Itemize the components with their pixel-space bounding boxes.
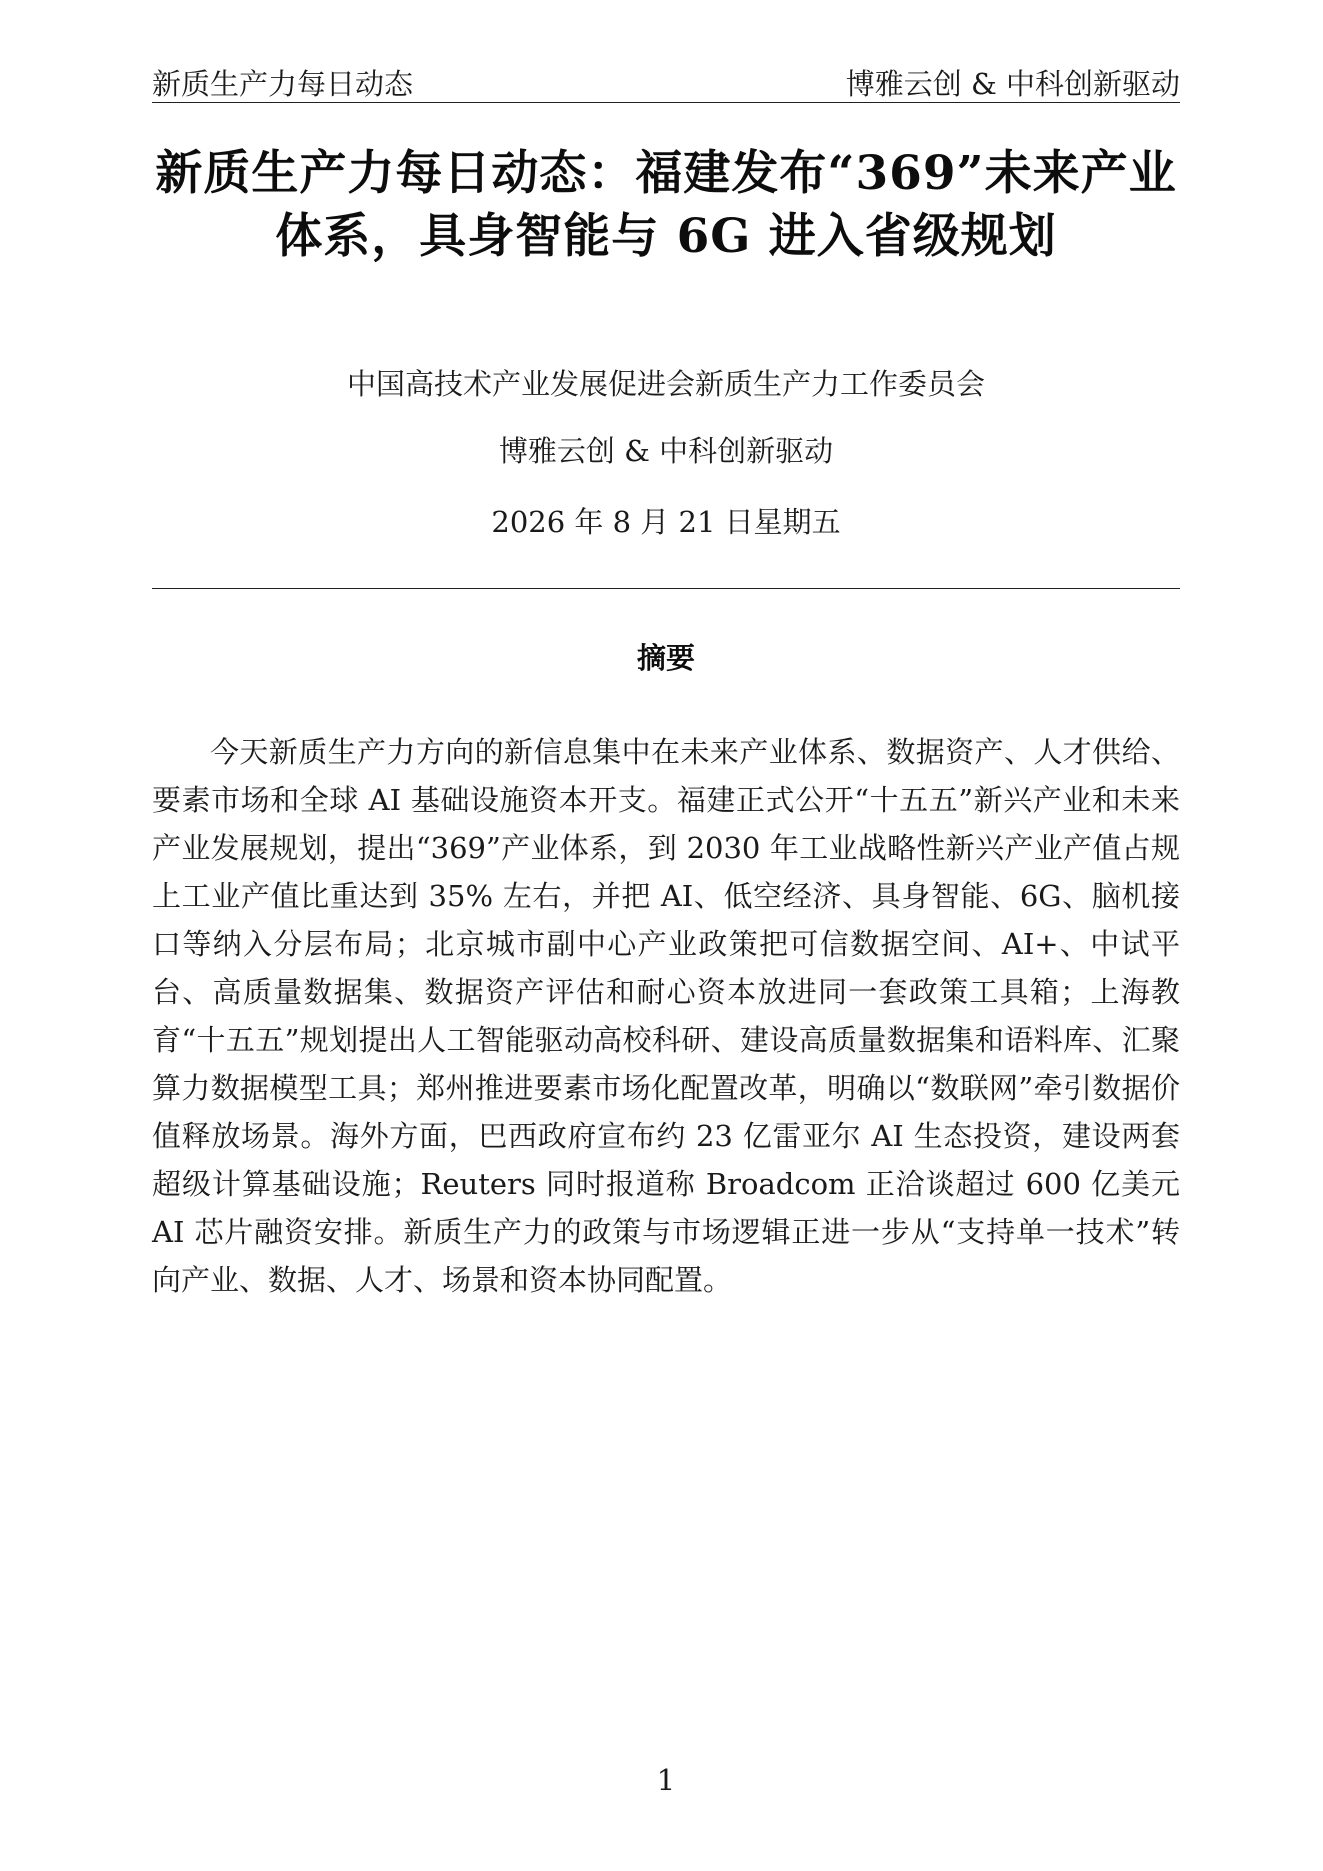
authors-line: 博雅云创 & 中科创新驱动 (498, 434, 834, 468)
running-header-left: 新质生产力每日动态 (152, 67, 414, 101)
header-divider (152, 102, 1180, 103)
document-title: 新质生产力每日动态：福建发布“369”未来产业体系，具身智能与 6G 进入省级规划 (155, 146, 1177, 264)
organization-line: 中国高技术产业发展促进会新质生产力工作委员会 (346, 367, 985, 401)
date-line: 2026 年 8 月 21 日星期五 (491, 505, 841, 539)
running-header-right: 博雅云创 & 中科创新驱动 (845, 67, 1180, 101)
page-number: 1 (656, 1763, 676, 1797)
title-divider (152, 588, 1180, 589)
abstract-heading: 摘要 (636, 641, 695, 675)
abstract-body: 今天新质生产力方向的新信息集中在未来产业体系、数据资产、人才供给、要素市场和全球 AI 基础设施资本开支。福建正式公开“十五五”新兴产业和未来产业发展规划，提出“369”产业体系，到 2030 年工业战略性新兴产业产值占规上工业产值比重达到 35% 左右，并把 AI、低空经济、具身智能、6G、脑机接口等纳入分层布局；北京城市副中心产业政策把可信数据空间、AI+、中试平台、高质量数据集、数据资产评估和耐心资本放进同一套政策工具箱；上海教育“十五五”规划提出人工智能驱动高校科研、建设高质量数据集和语料库、汇聚算力数据模型工具；郑州推进要素市场化配置改革，明确以“数联网”牵引数据价值释放场景。海外方面，巴西政府宣布约 23 亿雷亚尔 AI 生态投资，建设两套超级计算基础设施；Reuters 同时报道称 Broadcom 正洽谈超过 600 亿美元 AI 芯片融资安排。新质生产力的政策与市场逻辑正进一步从“支持单一技术”转向产业、数据、人才、场景和资本协同配置。 (152, 735, 1180, 1297)
running-header (152, 62, 1180, 102)
